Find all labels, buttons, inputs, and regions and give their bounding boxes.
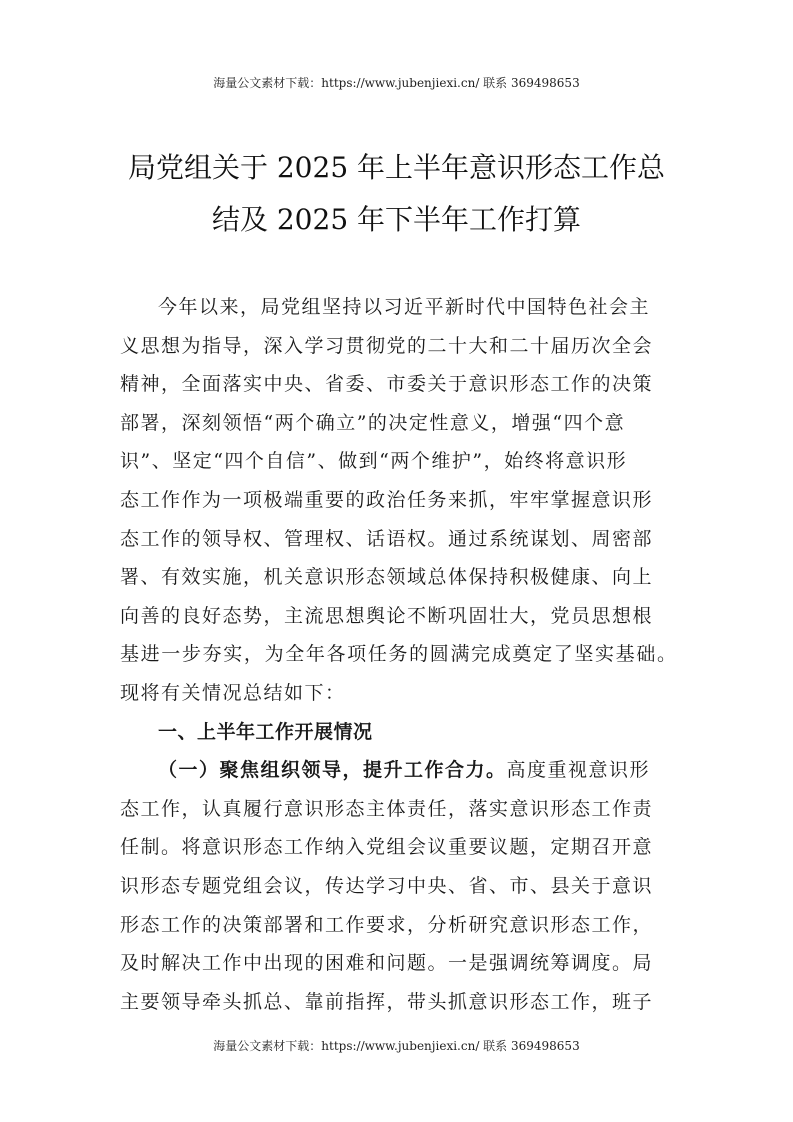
body-line: 署、有效实施，机关意识形态领域总体保持积极健康、向上 (120, 566, 654, 589)
body-line: 识形态专题党组会议，传达学习中央、省、市、县关于意识 (120, 874, 654, 897)
body-line: 向善的良好态势，主流思想舆论不断巩固壮大，党员思想根 (120, 604, 654, 627)
document-body (120, 288, 676, 1021)
body-line: 态工作，认真履行意识形态主体责任，落实意识形态工作责 (120, 797, 654, 820)
body-line: 任制。将意识形态工作纳入党组会议重要议题，定期召开意 (120, 836, 654, 859)
body-line: 义思想为指导，深入学习贯彻党的二十大和二十届历次全会 (120, 334, 654, 357)
body-line: 识”、坚定“四个自信”、做到“两个维护”，始终将意识形 (120, 450, 628, 473)
body-line-rest: 高度重视意识形 (506, 759, 651, 782)
body-line: 态工作作为一项极端重要的政治任务来抓，牢牢掌握意识形 (120, 488, 654, 511)
document-title (0, 142, 793, 246)
section-heading: 一、上半年工作开展情况 (158, 720, 373, 743)
body-line: 态工作的领导权、管理权、话语权。通过系统谋划、周密部 (120, 527, 654, 550)
body-line: 现将有关情况总结如下： (120, 681, 346, 704)
body-line: 部署，深刻领悟“两个确立”的决定性意义，增强“四个意 (120, 411, 626, 434)
body-line: 及时解决工作中出现的困难和问题。一是强调统筹调度。局 (120, 952, 654, 975)
body-line: 主要领导牵头抓总、靠前指挥，带头抓意识形态工作，班子 (120, 990, 654, 1013)
body-line: 精神，全面落实中央、省委、市委关于意识形态工作的决策 (120, 373, 654, 396)
body-line: 形态工作的决策部署和工作要求，分析研究意识形态工作， (120, 913, 654, 936)
body-line (120, 751, 676, 790)
body-line: 今年以来，局党组坚持以习近平新时代中国特色社会主 (158, 296, 651, 318)
title-line-2: 结及 2025 年下半年工作打算 (211, 203, 582, 236)
page-footer: 海量公文素材下载：https://www.jubenjiexi.cn/ 联系 369498653 (213, 1039, 580, 1053)
body-line: 基进一步夯实，为全年各项任务的圆满完成奠定了坚实基础。 (120, 643, 676, 666)
page-header: 海量公文素材下载：https://www.jubenjiexi.cn/ 联系 369498653 (213, 76, 580, 90)
subsection-lead: （一）聚焦组织领导，提升工作合力。 (158, 759, 507, 782)
title-line-1: 局党组关于 2025 年上半年意识形态工作总 (127, 151, 666, 184)
